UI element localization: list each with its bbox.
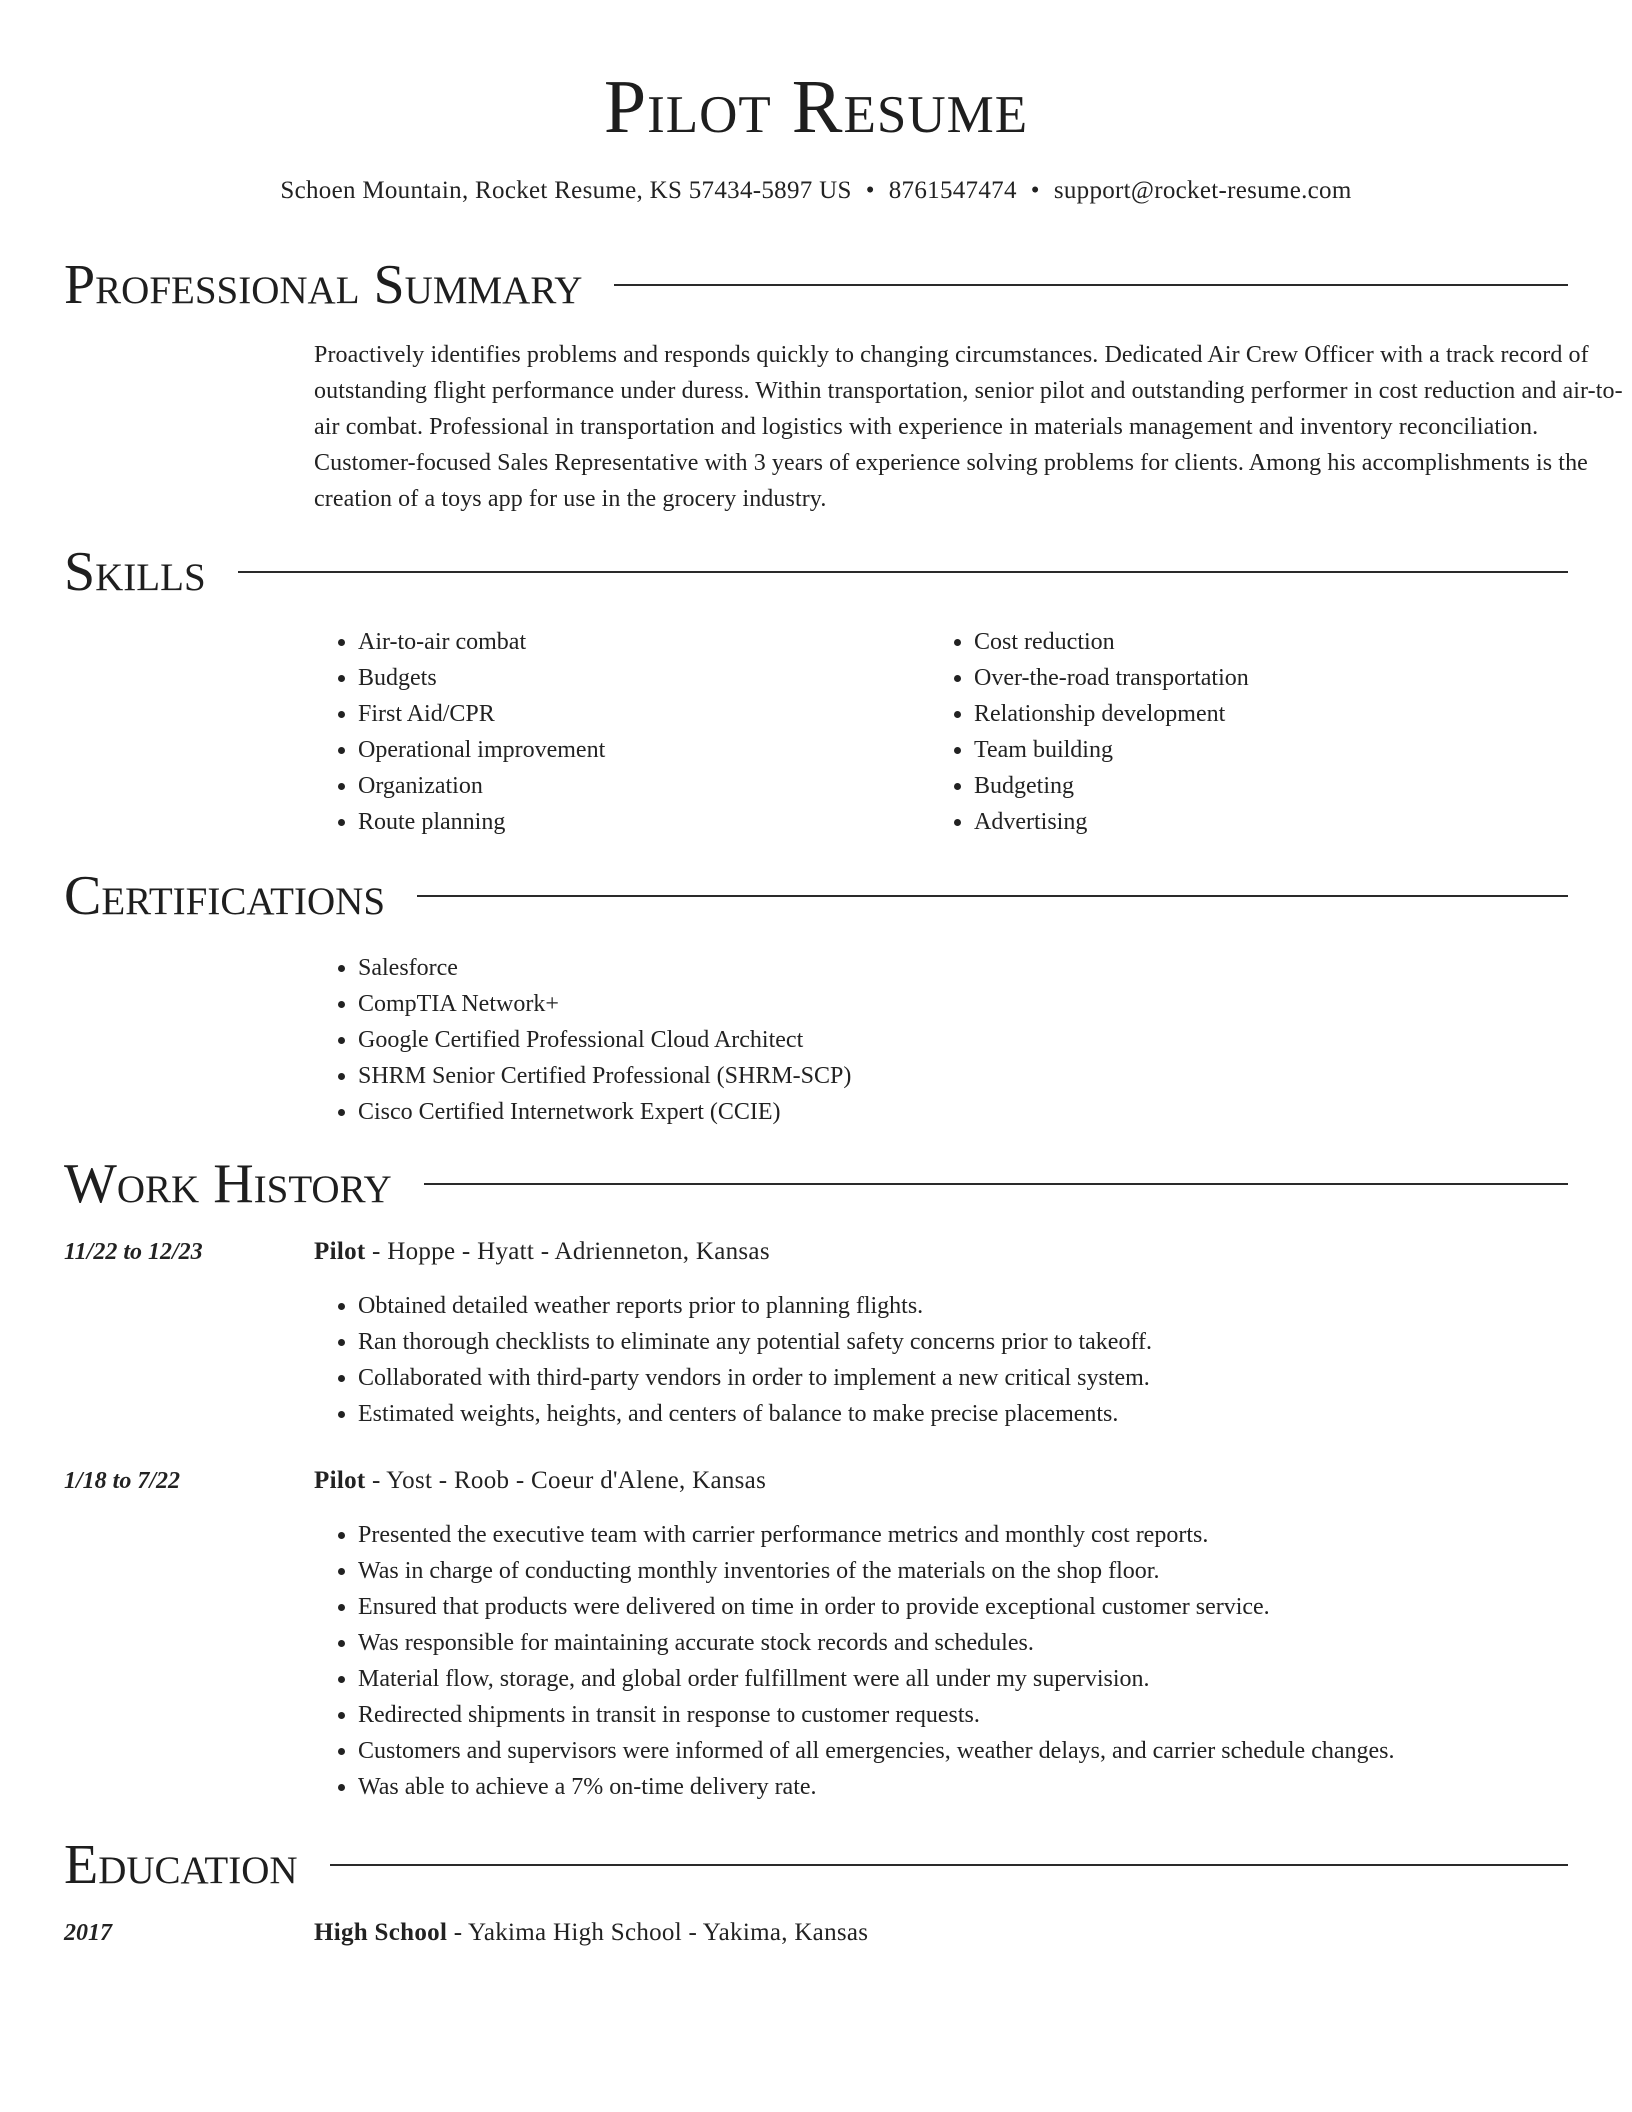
- skill-item: • Budgets: [358, 660, 914, 696]
- job-bullet: • Customers and supervisors were informed of all emergencies, weather delays, and carrier schedule changes.: [358, 1733, 1564, 1769]
- contact-email: support@rocket-resume.com: [1053, 177, 1352, 204]
- section-title-skills: Skills: [64, 541, 206, 603]
- skill-item: • Team building: [974, 732, 1570, 768]
- section-divider: [614, 284, 1568, 286]
- certification-item: • Salesforce: [358, 950, 1564, 986]
- job-bullet: • Presented the executive team with carrier performance metrics and monthly cost reports.: [358, 1517, 1564, 1553]
- job-bullet: • Collaborated with third-party vendors in order to implement a new critical system.: [358, 1360, 1564, 1396]
- job-bullet: • Was able to achieve a 7% on-time delivery rate.: [358, 1769, 1564, 1805]
- contact-separator: •: [1030, 177, 1040, 204]
- section-divider: [417, 895, 1568, 897]
- certification-item: • Cisco Certified Internetwork Expert (CCIE): [358, 1094, 1564, 1130]
- skills-list-right: [930, 624, 1570, 840]
- skills-list-left: [314, 624, 914, 840]
- job-dates: 11/22 to 12/23: [64, 1239, 203, 1265]
- job-bullet: • Was responsible for maintaining accurate stock records and schedules.: [358, 1625, 1564, 1661]
- certification-item: • CompTIA Network+: [358, 986, 1564, 1022]
- job-dates: 1/18 to 7/22: [64, 1468, 181, 1494]
- education-school-location: - Yakima High School - Yakima, Kansas: [447, 1919, 869, 1946]
- job-bullet: • Material flow, storage, and global order fulfillment were all under my supervision.: [358, 1661, 1564, 1697]
- section-header-skills: [64, 537, 1568, 607]
- job-heading: [314, 1463, 766, 1499]
- skill-item: • Relationship development: [974, 696, 1570, 732]
- section-header-work-history: [64, 1149, 1568, 1219]
- job-employer-location: - Hoppe - Hyatt - Adrienneton, Kansas: [365, 1238, 770, 1265]
- job-bullet-list: [314, 1517, 1564, 1805]
- section-header-summary: [64, 250, 1568, 320]
- certification-item: • SHRM Senior Certified Professional (SHRM-SCP): [358, 1058, 1564, 1094]
- summary-text: Proactively identifies problems and responds quickly to changing circumstances. Dedicated Air Crew Officer with a track record of outstanding flight performance under duress. Within transportation, senior pilot and outstanding performer in cost reduction and air-to-air combat. Professional in transportation and logistics with experience in materials management and inventory reconciliation. Customer-focused Sales Representative with 3 years of experience solving problems for clients. Among his accomplishments is the creation of a toys app for use in the grocery industry.: [314, 342, 1623, 512]
- skill-item: • Route planning: [358, 804, 914, 840]
- job-bullet: • Ran thorough checklists to eliminate any potential safety concerns prior to takeoff.: [358, 1324, 1564, 1360]
- contact-separator: •: [865, 177, 875, 204]
- education-degree: High School: [314, 1919, 448, 1946]
- job-title: Pilot: [314, 1238, 366, 1265]
- section-header-education: [64, 1830, 1568, 1900]
- job-bullet: • Redirected shipments in transit in response to customer requests.: [358, 1697, 1564, 1733]
- skill-item: • Advertising: [974, 804, 1570, 840]
- certifications-list: [314, 950, 1564, 1130]
- section-title-summary: Professional Summary: [64, 254, 583, 316]
- certification-item: • Google Certified Professional Cloud Architect: [358, 1022, 1564, 1058]
- section-divider: [330, 1864, 1568, 1866]
- section-divider: [424, 1183, 1568, 1185]
- job-bullet-list: [314, 1288, 1564, 1432]
- contact-address: Schoen Mountain, Rocket Resume, KS 57434-5897 US: [280, 177, 852, 204]
- skill-item: • Organization: [358, 768, 914, 804]
- skill-item: • Budgeting: [974, 768, 1570, 804]
- skill-item: • Operational improvement: [358, 732, 914, 768]
- education-heading: [314, 1915, 868, 1951]
- section-title-certifications: Certifications: [64, 865, 386, 927]
- section-title-work-history: Work History: [64, 1153, 392, 1215]
- job-bullet: • Obtained detailed weather reports prior to planning flights.: [358, 1288, 1564, 1324]
- skill-item: • Cost reduction: [974, 624, 1570, 660]
- job-employer-location: - Yost - Roob - Coeur d'Alene, Kansas: [365, 1467, 767, 1494]
- section-divider: [238, 571, 1568, 573]
- section-title-education: Education: [64, 1834, 298, 1896]
- job-bullet: • Ensured that products were delivered on time in order to provide exceptional customer service.: [358, 1589, 1564, 1625]
- job-title: Pilot: [314, 1467, 366, 1494]
- job-bullet: • Was in charge of conducting monthly inventories of the materials on the shop floor.: [358, 1553, 1564, 1589]
- education-year: 2017: [64, 1920, 112, 1946]
- skill-item: • Over-the-road transportation: [974, 660, 1570, 696]
- contact-phone: 8761547474: [888, 177, 1017, 204]
- contact-line: [64, 174, 1568, 208]
- resume-title: Pilot Resume: [603, 65, 1029, 149]
- skill-item: • First Aid/CPR: [358, 696, 914, 732]
- section-header-certifications: [64, 861, 1568, 931]
- skill-item: • Air-to-air combat: [358, 624, 914, 660]
- job-bullet: • Estimated weights, heights, and centers of balance to make precise placements.: [358, 1396, 1564, 1432]
- job-heading: [314, 1234, 770, 1270]
